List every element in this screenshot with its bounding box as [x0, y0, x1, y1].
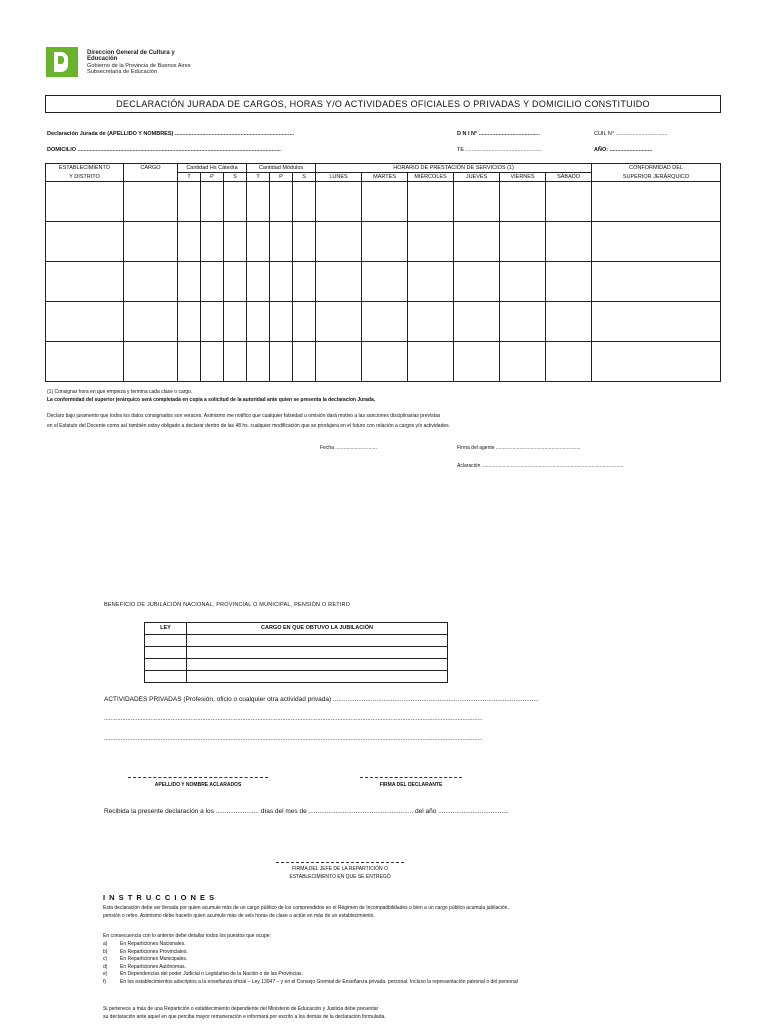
actividades-field[interactable]: ACTIVIDADES PRIVADAS (Profesión, oficio o cualquier otra actividad privada) ..................................................................................................................	[104, 696, 539, 703]
list-item: f) En los establecimientos adscriptos a la enseñanza oficial – Ley 13047 – y en el Consejo Gremial de Enseñanza privada. personal. Incluso la representación patronal o del personal	[103, 978, 518, 985]
table-row[interactable]	[46, 302, 721, 342]
org-line3: Gobierno de la Provincia de Buenos Aires	[87, 62, 191, 69]
instrucciones-p3	[103, 1005, 703, 1021]
table-row[interactable]	[145, 647, 448, 659]
header-cargo: CARGO	[124, 164, 178, 173]
header-hs-catedra: Cantidad Hs Cátedra	[178, 164, 247, 173]
day-martes: MARTES	[362, 173, 408, 182]
oath-line2: en el Estatuto del Docente como así también estoy obligado a declarar dentro de las 48 hs. cualquier modificación que se produjera en el futuro con relación a cargos y/o actividades.	[47, 423, 451, 429]
firma-jefe-label	[260, 865, 420, 881]
list-item: c) En Reparticiones Municipales.	[103, 956, 188, 963]
instrucciones-list	[103, 941, 703, 987]
col-ley: LEY	[145, 623, 187, 635]
firma-agente-field[interactable]: Firma del agente .............................................................	[457, 445, 581, 451]
logo-mark-inner	[58, 56, 64, 64]
table-row[interactable]	[145, 659, 448, 671]
org-name	[87, 50, 191, 76]
anio-field[interactable]: AÑO: ............................	[594, 147, 653, 153]
instrucciones-p2: En consecuencia con lo anterior debe detallar todos los puestos que ocupe:	[103, 933, 271, 939]
note-1: (1) Consignar hora en que empieza y termina cada clase o cargo.	[47, 389, 193, 395]
col-cargo-jubilacion: CARGO EN QUE OBTUVO LA JUBILACIÓN	[187, 623, 448, 635]
sub-s: S	[293, 173, 316, 182]
apellido-label: APELLIDO Y NOMBRE ACLARADOS	[154, 782, 242, 788]
list-item: e) En Dependencias del poder Judicial o Legislativo de la Nación o de las Provincias.	[103, 971, 303, 978]
sub-s: S	[224, 173, 247, 182]
org-line1: Direccion General de Cultura y	[87, 50, 175, 56]
jubilacion-heading: BENEFICIO DE JUBILACIÓN NACIONAL, PROVINCIAL O MUNICIPAL, PENSIÓN O RETIRO	[104, 602, 351, 608]
instrucciones-p3b: su declaración ante aquel en que perciba mayor remuneración e informará por escrito a los demás de la declaración formulada.	[103, 1014, 386, 1020]
firma-declarante-label: FIRMA DEL DECLARANTE	[379, 782, 443, 788]
org-line4: Subsecretaria de Educación	[87, 69, 157, 76]
sub-t: T	[247, 173, 270, 182]
header-horario: HORARIO DE PRESTACIÓN DE SERVICIOS (1)	[316, 164, 592, 173]
header-conformidad: CONFORMIDAD DEL	[592, 164, 721, 173]
firma-declarante-line	[360, 777, 462, 778]
sub-p: P	[270, 173, 293, 182]
cuil-field[interactable]: CUIL N° ..................................	[594, 131, 668, 137]
day-lunes: LUNES	[316, 173, 362, 182]
recibida-field[interactable]: Recibida la presente declaración a los ........................ días del mes de .......................................................... del año .......................................	[104, 808, 509, 815]
cargos-table	[45, 163, 721, 382]
sub-t: T	[178, 173, 201, 182]
list-item: b) En Reparticiones Provinciales.	[103, 948, 188, 955]
declarante-field[interactable]: Declaración Jurada de (APELLIDO Y NOMBRES) ..............................................................................	[47, 131, 295, 137]
jubilacion-table	[144, 622, 448, 683]
table-row[interactable]	[46, 222, 721, 262]
instrucciones-heading: I N S T R U C C I O N E S	[103, 893, 216, 902]
table-row[interactable]	[46, 342, 721, 382]
domicilio-field[interactable]: DOMICILIO .....................................................................................................................................	[47, 147, 281, 153]
oath-line1: Declaro bajo juramento que todos los datos consignados son veraces. Asimismo me notifico que cualquier falsedad u omisión dará motivo a las sanciones disciplinarias previstas	[47, 413, 441, 419]
firma-jefe-line2: ESTABLECIMIENTO EN QUE SE ENTREGÓ	[289, 874, 391, 880]
dni-field[interactable]: D N I N° ........................................	[457, 131, 540, 137]
table-row[interactable]	[46, 182, 721, 222]
header-establecimiento: ESTABLECIMIENTO	[46, 164, 124, 173]
header-superior: SUPERIOR JERÁRQUICO	[592, 173, 721, 182]
table-row[interactable]	[145, 671, 448, 683]
instrucciones-p3a: Si pertenece a más de una Repartición o establecimiento dependiente del Ministerio de Educación y Justicia debe presentar	[103, 1006, 379, 1012]
header-cargo-empty	[124, 173, 178, 182]
header-distrito: Y DISTRITO	[46, 173, 124, 182]
actividades-line2[interactable]: ...................................................................................................................................................................................................................................	[104, 716, 483, 722]
list-item: d) En Reparticiones Autónomas.	[103, 963, 186, 970]
list-item: a) En Reparticiones Nacionales.	[103, 941, 186, 947]
org-line2: Educación	[87, 56, 118, 63]
apellido-line	[128, 777, 268, 778]
day-jueves: JUEVES	[454, 173, 500, 182]
sub-p: P	[201, 173, 224, 182]
note-2: La conformidad del superior jerárquico será completada en copia a solicitud de la autoridad ante quien se presenta la declaracion Jurada.	[47, 397, 376, 403]
day-miercoles: MIÉRCOLES	[408, 173, 454, 182]
actividades-line3[interactable]: ...................................................................................................................................................................................................................................	[104, 736, 483, 742]
instrucciones-p1	[103, 904, 703, 920]
day-viernes: VIERNES	[500, 173, 546, 182]
instrucciones-p1b: pensión o retiro. Asimismo debe hacerlo quien acumule más de seis horas de clase o actúe en más de un establecimiento.	[103, 913, 375, 919]
day-sabado: SÁBADO	[546, 173, 592, 182]
fecha-field[interactable]: Fecha ..............................	[320, 445, 377, 451]
instrucciones-p1a: Esta declaración debe ser llenada por quien acumule más de un cargo público de los comprendidos en el Régimen de Incompatibilidades o bien a un cargo público acumula jubilación,	[103, 905, 509, 911]
aclaracion-field[interactable]: Aclaración ......................................................................................................	[457, 463, 624, 469]
table-row[interactable]	[46, 262, 721, 302]
table-row[interactable]	[145, 635, 448, 647]
header-modulos: Cantidad Módulos	[247, 164, 316, 173]
firma-jefe-line1: FIRMA DEL JEFE DE LA REPARTICIÓN O	[292, 866, 388, 872]
firma-jefe-line	[276, 862, 404, 863]
page-title: DECLARACIÓN JURADA DE CARGOS, HORAS Y/O ACTIVIDADES OFICIALES O PRIVADAS Y DOMICILIO CONSTITUIDO	[45, 95, 721, 113]
te-field[interactable]: TE ..................................................	[457, 147, 542, 153]
